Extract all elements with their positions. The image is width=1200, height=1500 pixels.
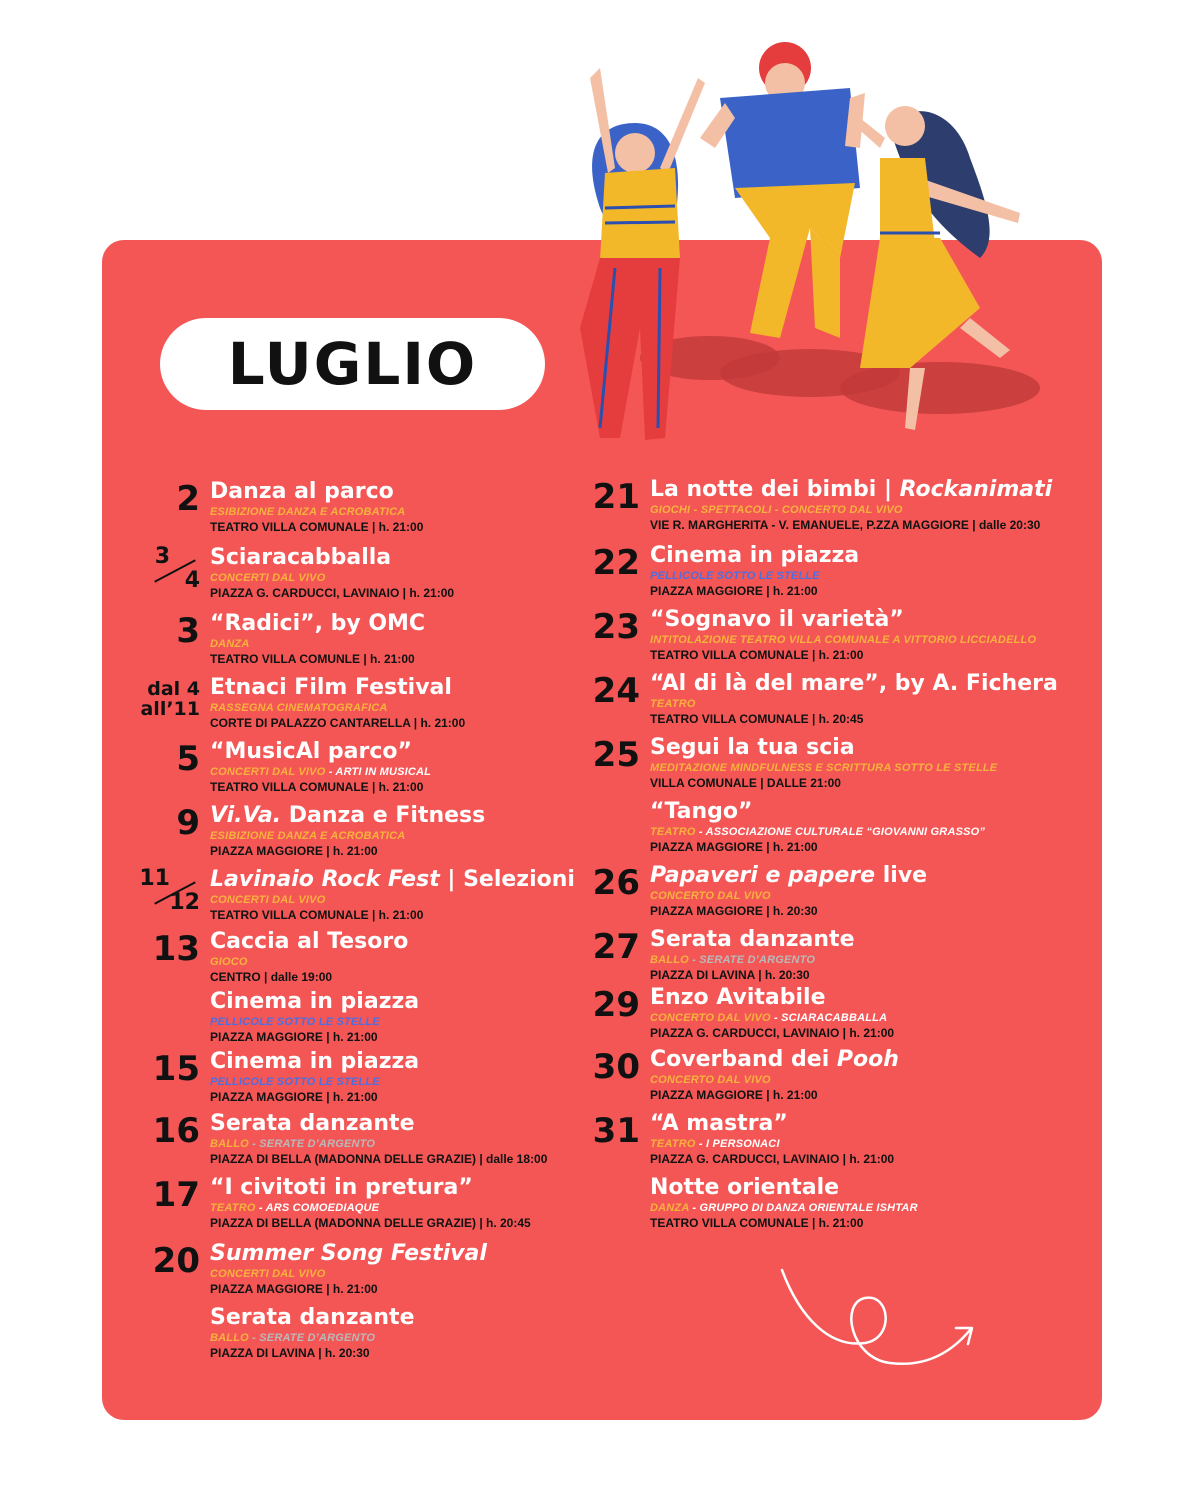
event-title-text: “A mastra” bbox=[650, 1111, 788, 1136]
event-category bbox=[210, 829, 485, 843]
event-category-text: MEDITAZIONE MINDFULNESS E SCRITTURA SOTTO LE STELLE bbox=[650, 762, 998, 774]
event-title bbox=[210, 1110, 547, 1137]
event-category-extra: - I PERSONACI bbox=[695, 1138, 780, 1150]
event-day: 2 bbox=[176, 479, 200, 519]
month-badge bbox=[160, 318, 545, 410]
event-day: 30 bbox=[592, 1047, 640, 1087]
event-category-text: RASSEGNA CINEMATOGRAFICA bbox=[210, 702, 388, 714]
event-item bbox=[140, 478, 423, 535]
event-location-time: PIAZZA MAGGIORE | h. 21:00 bbox=[650, 584, 818, 598]
swirl-arrow-decoration bbox=[770, 1258, 990, 1378]
event-category bbox=[650, 633, 1036, 647]
event-category bbox=[650, 697, 1058, 711]
event-day: 26 bbox=[592, 863, 640, 903]
event-location-time: PIAZZA G. CARDUCCI, LAVINAIO | h. 21:00 bbox=[650, 1026, 895, 1040]
event-location-time: TEATRO VILLA COMUNALE | h. 21:00 bbox=[210, 520, 424, 534]
event-title-text: live bbox=[875, 863, 928, 888]
event-category bbox=[650, 1073, 899, 1087]
event-category bbox=[210, 955, 408, 969]
dancers-illustration bbox=[560, 28, 1040, 458]
event-day: 24 bbox=[592, 671, 640, 711]
event-title-italic: Lavinaio Rock Fest bbox=[210, 867, 440, 892]
event-item bbox=[580, 606, 1036, 663]
event-category bbox=[210, 701, 465, 715]
event-title-text: | Selezioni bbox=[439, 867, 575, 892]
event-day-end: all’11 bbox=[140, 697, 200, 720]
event-title-text: Danza al parco bbox=[210, 479, 394, 504]
event-day-range bbox=[140, 868, 200, 918]
event-item bbox=[580, 1174, 918, 1231]
event-item bbox=[580, 734, 997, 791]
event-category bbox=[650, 569, 859, 583]
event-day: 27 bbox=[592, 927, 640, 967]
event-category-extra: - SERATE D’ARGENTO bbox=[688, 954, 816, 966]
event-day: 9 bbox=[176, 803, 200, 843]
event-category-text: PELLICOLE SOTTO LE STELLE bbox=[210, 1016, 380, 1028]
event-title-italic: Vi.Va. bbox=[210, 803, 282, 828]
event-title-text: La notte dei bimbi | bbox=[650, 477, 900, 502]
event-day-end: 4 bbox=[184, 568, 200, 593]
event-item bbox=[140, 802, 485, 859]
event-category bbox=[650, 825, 985, 839]
event-title bbox=[210, 988, 419, 1015]
event-category-text: PELLICOLE SOTTO LE STELLE bbox=[210, 1076, 380, 1088]
event-category-text: CONCERTO DAL VIVO bbox=[650, 1074, 771, 1086]
event-day: 17 bbox=[152, 1175, 200, 1215]
event-location-time: VIE R. MARGHERITA - V. EMANUELE, P.ZZA MAGGIORE | dalle 20:30 bbox=[650, 518, 1041, 532]
event-item bbox=[140, 1174, 531, 1231]
event-location-time: PIAZZA G. CARDUCCI, LAVINAIO | h. 21:00 bbox=[650, 1152, 895, 1166]
event-category bbox=[210, 637, 425, 651]
event-title-text: Notte orientale bbox=[650, 1175, 840, 1200]
event-title-italic: Pooh bbox=[836, 1047, 899, 1072]
event-item bbox=[140, 1304, 415, 1361]
event-day: 23 bbox=[592, 607, 640, 647]
event-item bbox=[580, 1046, 899, 1103]
event-category-extra: - ASSOCIAZIONE CULTURALE “GIOVANNI GRASSO” bbox=[695, 826, 986, 838]
event-title bbox=[210, 738, 431, 765]
event-category-text: INTITOLAZIONE TEATRO VILLA COMUNALE A VITTORIO LICCIADELLO bbox=[650, 634, 1037, 646]
event-day: 13 bbox=[152, 929, 200, 969]
event-title bbox=[210, 928, 408, 955]
event-title-text: Danza e Fitness bbox=[281, 803, 486, 828]
event-title-text: “MusicAl parco” bbox=[210, 739, 412, 764]
event-day: 31 bbox=[592, 1111, 640, 1151]
event-category bbox=[650, 1011, 894, 1025]
event-title-text: “Tango” bbox=[650, 799, 753, 824]
event-category-text: CONCERTI DAL VIVO bbox=[210, 766, 326, 778]
event-title-text: “Sognavo il varietà” bbox=[650, 607, 904, 632]
event-location-time: TEATRO VILLA COMUNALE | h. 21:00 bbox=[650, 1216, 864, 1230]
event-title bbox=[210, 478, 423, 505]
event-item bbox=[140, 866, 575, 923]
event-category-text: TEATRO bbox=[650, 826, 696, 838]
event-item bbox=[580, 862, 927, 919]
event-title-text: Serata danzante bbox=[650, 927, 855, 952]
event-day: 3 bbox=[176, 611, 200, 651]
event-title-text: Cinema in piazza bbox=[650, 543, 860, 568]
event-category-extra: - GRUPPO DI DANZA ORIENTALE ISHTAR bbox=[689, 1202, 918, 1214]
event-day-start: 3 bbox=[154, 544, 170, 569]
event-category-text: TEATRO bbox=[650, 1138, 696, 1150]
event-location-time: VILLA COMUNALE | DALLE 21:00 bbox=[650, 776, 841, 790]
event-location-time: CENTRO | dalle 19:00 bbox=[210, 970, 333, 984]
event-day: 5 bbox=[176, 739, 200, 779]
event-item bbox=[580, 1110, 894, 1167]
event-category-extra: - SCIARACABBALLA bbox=[770, 1012, 888, 1024]
event-category bbox=[210, 765, 431, 779]
event-location-time: PIAZZA MAGGIORE | h. 21:00 bbox=[650, 840, 818, 854]
event-title-text: “Radici”, by OMC bbox=[210, 611, 426, 636]
event-location-time: TEATRO VILLA COMUNALE | h. 20:45 bbox=[650, 712, 864, 726]
event-title bbox=[650, 476, 1052, 503]
event-category-extra: - SERATE D’ARGENTO bbox=[248, 1332, 376, 1344]
event-item bbox=[580, 798, 985, 855]
event-title-text: Serata danzante bbox=[210, 1111, 415, 1136]
event-category-text: CONCERTO DAL VIVO bbox=[650, 890, 771, 902]
event-category bbox=[210, 1267, 487, 1281]
event-category-extra: - ARS COMOEDIAQUE bbox=[255, 1202, 380, 1214]
event-location-time: TEATRO VILLA COMUNALE | h. 21:00 bbox=[650, 648, 864, 662]
event-category-extra: - SERATE D’ARGENTO bbox=[248, 1138, 376, 1150]
event-title bbox=[650, 984, 894, 1011]
event-category-text: ESIBIZIONE DANZA E ACROBATICA bbox=[210, 506, 406, 518]
event-title bbox=[650, 862, 927, 889]
event-item bbox=[140, 988, 419, 1045]
event-title-text: Coverband dei bbox=[650, 1047, 837, 1072]
event-category-text: TEATRO bbox=[210, 1202, 256, 1214]
event-category-text: CONCERTI DAL VIVO bbox=[210, 572, 326, 584]
event-item bbox=[580, 476, 1052, 533]
event-category bbox=[210, 1331, 415, 1345]
event-location-time: CORTE DI PALAZZO CANTARELLA | h. 21:00 bbox=[210, 716, 466, 730]
event-category bbox=[210, 1201, 531, 1215]
event-title bbox=[650, 798, 985, 825]
event-category bbox=[650, 953, 855, 967]
event-title bbox=[210, 1048, 419, 1075]
event-location-time: PIAZZA G. CARDUCCI, LAVINAIO | h. 21:00 bbox=[210, 586, 455, 600]
event-location-time: PIAZZA DI BELLA (MADONNA DELLE GRAZIE) | h. 20:45 bbox=[210, 1216, 531, 1230]
event-category bbox=[650, 503, 1052, 517]
event-day: 29 bbox=[592, 985, 640, 1025]
event-category bbox=[210, 1075, 419, 1089]
event-location-time: PIAZZA MAGGIORE | h. 21:00 bbox=[210, 844, 378, 858]
event-day: 20 bbox=[152, 1241, 200, 1281]
event-category-text: CONCERTI DAL VIVO bbox=[210, 1268, 326, 1280]
event-category bbox=[650, 1137, 894, 1151]
event-title bbox=[650, 670, 1058, 697]
event-category-text: DANZA bbox=[650, 1202, 690, 1214]
event-location-time: PIAZZA DI LAVINA | h. 20:30 bbox=[650, 968, 810, 982]
event-item bbox=[140, 674, 465, 731]
event-category bbox=[650, 889, 927, 903]
event-category-text: GIOCHI - SPETTACOLI - CONCERTO DAL VIVO bbox=[650, 504, 903, 516]
event-day-start: dal 4 bbox=[147, 678, 200, 700]
event-location-time: PIAZZA MAGGIORE | h. 21:00 bbox=[210, 1090, 378, 1104]
event-category-text: CONCERTI DAL VIVO bbox=[210, 894, 326, 906]
event-title-text: Sciaracabballa bbox=[210, 545, 392, 570]
event-item bbox=[580, 670, 1058, 727]
event-category-text: GIOCO bbox=[210, 956, 248, 968]
event-title-italic: Summer Song Festival bbox=[210, 1241, 487, 1266]
event-title-text: Etnaci Film Festival bbox=[210, 675, 452, 700]
event-category bbox=[210, 1015, 419, 1029]
event-title-italic: Rockanimati bbox=[899, 477, 1053, 502]
month-title: LUGLIO bbox=[227, 330, 478, 398]
event-category-text: BALLO bbox=[650, 954, 689, 966]
event-location-time: TEATRO VILLA COMUNALE | h. 21:00 bbox=[210, 780, 424, 794]
event-category bbox=[210, 505, 423, 519]
event-item bbox=[140, 610, 425, 667]
event-title bbox=[210, 1304, 415, 1331]
event-title bbox=[210, 544, 454, 571]
event-category bbox=[650, 761, 997, 775]
event-item bbox=[140, 1048, 419, 1105]
event-item bbox=[140, 738, 431, 795]
event-category-text: PELLICOLE SOTTO LE STELLE bbox=[650, 570, 820, 582]
event-item bbox=[580, 542, 859, 599]
event-category-text: TEATRO bbox=[650, 698, 696, 710]
event-day: 21 bbox=[592, 477, 640, 517]
event-title bbox=[650, 734, 997, 761]
event-day: 15 bbox=[152, 1049, 200, 1089]
event-title bbox=[210, 802, 485, 829]
event-day: 25 bbox=[592, 735, 640, 775]
event-location-time: TEATRO VILLA COMUNLE | h. 21:00 bbox=[210, 652, 415, 666]
event-item bbox=[580, 984, 894, 1041]
event-title-italic: Papaveri e papere bbox=[650, 863, 876, 888]
event-category-text: CONCERTO DAL VIVO bbox=[650, 1012, 771, 1024]
event-location-time: PIAZZA MAGGIORE | h. 21:00 bbox=[650, 1088, 818, 1102]
event-day: 22 bbox=[592, 543, 640, 583]
event-location-time: PIAZZA MAGGIORE | h. 20:30 bbox=[650, 904, 818, 918]
event-category-text: ESIBIZIONE DANZA E ACROBATICA bbox=[210, 830, 406, 842]
event-day-range bbox=[140, 546, 200, 596]
event-title bbox=[650, 542, 859, 569]
event-location-time: PIAZZA DI LAVINA | h. 20:30 bbox=[210, 1346, 370, 1360]
event-category bbox=[210, 1137, 547, 1151]
event-item bbox=[140, 928, 408, 985]
event-location-time: PIAZZA MAGGIORE | h. 21:00 bbox=[210, 1282, 378, 1296]
event-category bbox=[210, 571, 454, 585]
event-title bbox=[210, 674, 465, 701]
event-location-time: PIAZZA MAGGIORE | h. 21:00 bbox=[210, 1030, 378, 1044]
event-title-text: Enzo Avitabile bbox=[650, 985, 826, 1010]
event-title-text: “Al di là del mare”, by A. Fichera bbox=[650, 671, 1058, 696]
event-category-text: DANZA bbox=[210, 638, 250, 650]
event-title bbox=[210, 610, 425, 637]
event-title-text: “I civitoti in pretura” bbox=[210, 1175, 473, 1200]
event-title-text: Caccia al Tesoro bbox=[210, 929, 409, 954]
event-title bbox=[650, 1110, 894, 1137]
event-title-text: Serata danzante bbox=[210, 1305, 415, 1330]
event-title bbox=[650, 1174, 918, 1201]
event-day-start: 11 bbox=[139, 866, 170, 891]
event-title bbox=[210, 866, 575, 893]
event-title-text: Cinema in piazza bbox=[210, 1049, 420, 1074]
event-day-range bbox=[140, 680, 200, 720]
event-category bbox=[210, 893, 575, 907]
event-category-extra: - ARTI IN MUSICAL bbox=[325, 766, 432, 778]
event-title bbox=[210, 1174, 531, 1201]
event-item bbox=[140, 1240, 487, 1297]
event-location-time: PIAZZA DI BELLA (MADONNA DELLE GRAZIE) | dalle 18:00 bbox=[210, 1152, 548, 1166]
event-item bbox=[580, 926, 855, 983]
event-day-end: 12 bbox=[169, 890, 200, 915]
event-title bbox=[210, 1240, 487, 1267]
event-category-text: BALLO bbox=[210, 1332, 249, 1344]
event-category-text: BALLO bbox=[210, 1138, 249, 1150]
event-title bbox=[650, 1046, 899, 1073]
event-item bbox=[140, 1110, 547, 1167]
event-title-text: Segui la tua scia bbox=[650, 735, 855, 760]
event-title bbox=[650, 926, 855, 953]
event-title bbox=[650, 606, 1036, 633]
event-day: 16 bbox=[152, 1111, 200, 1151]
event-item bbox=[140, 544, 454, 601]
event-category bbox=[650, 1201, 918, 1215]
event-location-time: TEATRO VILLA COMUNALE | h. 21:00 bbox=[210, 908, 424, 922]
event-title-text: Cinema in piazza bbox=[210, 989, 420, 1014]
